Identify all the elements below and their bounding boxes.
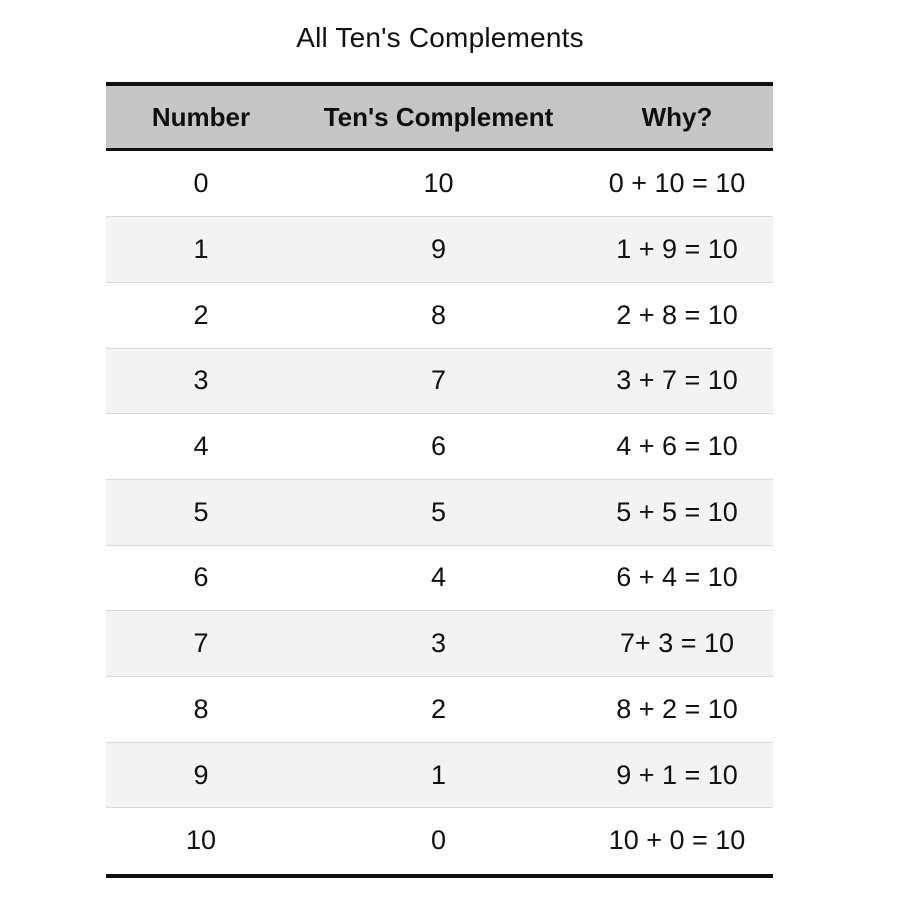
cell-why: 5 + 5 = 10 [616, 496, 738, 527]
table-row [106, 808, 773, 874]
cell-number: 4 [193, 431, 209, 462]
cell-number: 7 [193, 628, 209, 659]
cell-complement: 8 [430, 299, 447, 330]
table-row [106, 545, 773, 611]
cell-number: 8 [193, 693, 209, 724]
cell-complement: 3 [430, 628, 447, 659]
complements-table-container [106, 82, 773, 878]
cell-complement: 7 [430, 365, 447, 396]
cell-why: 1 + 9 = 10 [616, 234, 738, 265]
complements-table-body [106, 151, 773, 874]
table-row [106, 282, 773, 348]
header-tens-complement: Ten's Complement [323, 101, 554, 132]
cell-why: 3 + 7 = 10 [616, 365, 738, 396]
table-header [106, 86, 773, 148]
cell-number: 1 [193, 234, 209, 265]
table-row [106, 677, 773, 743]
table-row [106, 611, 773, 677]
cell-number: 5 [193, 496, 209, 527]
cell-complement: 4 [430, 562, 447, 593]
cell-complement: 9 [430, 234, 447, 265]
table-bottom-rule [106, 874, 773, 878]
cell-why: 9 + 1 = 10 [616, 759, 738, 790]
cell-why: 10 + 0 = 10 [608, 825, 746, 856]
cell-complement: 6 [430, 431, 447, 462]
table-row [106, 348, 773, 414]
cell-number: 6 [193, 562, 209, 593]
cell-why: 8 + 2 = 10 [616, 693, 738, 724]
header-row [106, 86, 773, 148]
cell-number: 3 [193, 365, 209, 396]
cell-complement: 5 [430, 496, 447, 527]
table-row [106, 217, 773, 283]
cell-why: 4 + 6 = 10 [616, 431, 738, 462]
complements-table [106, 86, 773, 148]
page-title: All Ten's Complements [296, 22, 584, 53]
cell-why: 6 + 4 = 10 [616, 562, 738, 593]
header-number: Number [151, 101, 251, 132]
header-why: Why? [641, 101, 713, 132]
cell-complement: 2 [430, 693, 447, 724]
cell-why: 2 + 8 = 10 [616, 299, 738, 330]
cell-why: 7+ 3 = 10 [619, 628, 735, 659]
table-row [106, 479, 773, 545]
table-row [106, 414, 773, 480]
cell-number: 9 [193, 759, 209, 790]
cell-complement: 1 [430, 759, 447, 790]
table-row [106, 151, 773, 217]
cell-number: 10 [185, 825, 217, 856]
cell-number: 2 [193, 299, 209, 330]
table-row [106, 742, 773, 808]
cell-complement: 0 [430, 825, 447, 856]
cell-why: 0 + 10 = 10 [608, 168, 746, 199]
cell-number: 0 [193, 168, 209, 199]
cell-complement: 10 [423, 168, 454, 199]
